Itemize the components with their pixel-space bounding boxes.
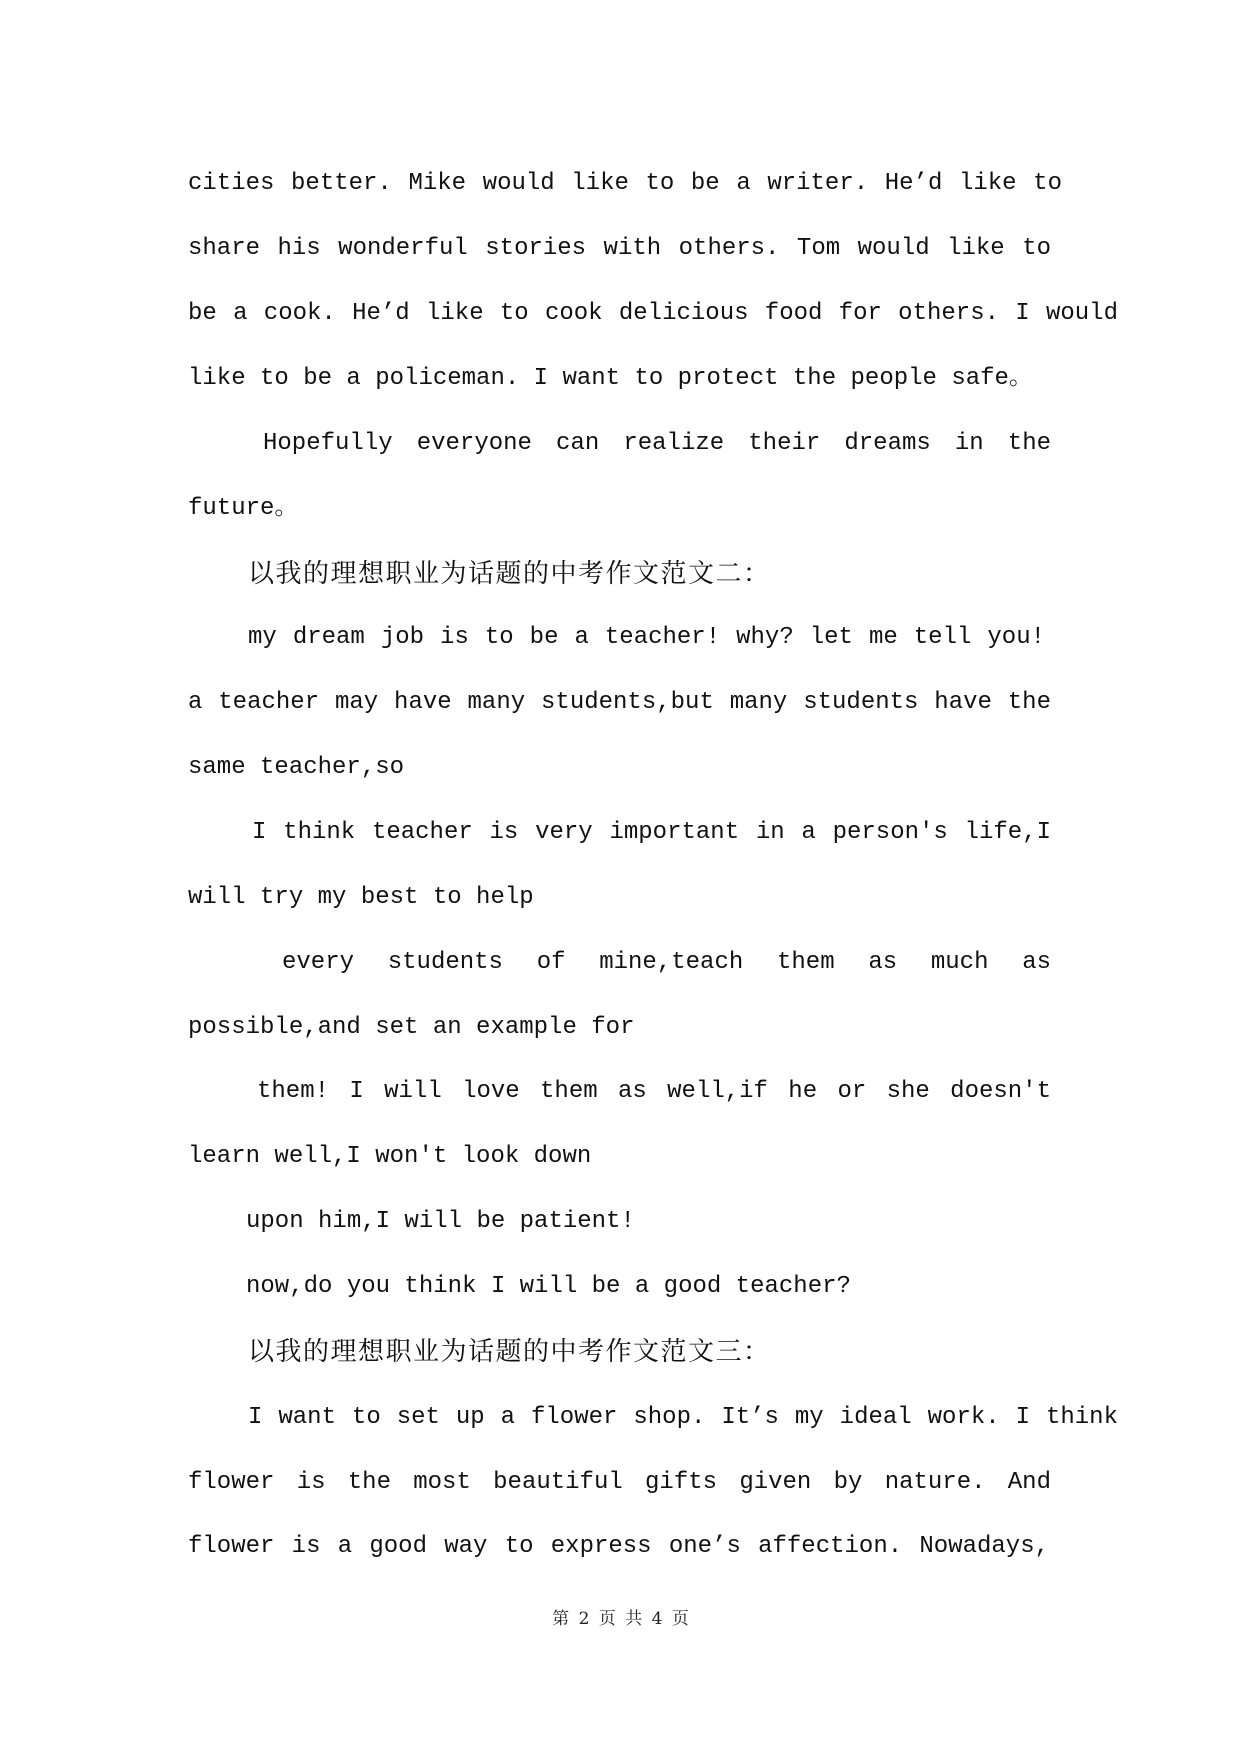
text-line: them! I will love them as well,if he or she doesn't — [257, 1078, 1051, 1105]
text-line: I want to set up a flower shop. It’s my ideal work. I think — [248, 1404, 1118, 1431]
text-line: now,do you think I will be a good teacher? — [246, 1273, 851, 1300]
text-line: like to be a policeman. I want to protect the people safe。 — [188, 365, 1033, 392]
text-line: every students of mine,teach them as much as — [282, 949, 1051, 976]
text-line: learn well,I won't look down — [188, 1143, 592, 1170]
text-line: Hopefully everyone can realize their dreams in the — [263, 430, 1051, 457]
text-line: cities better. Mike would like to be a writer. He’d like to — [188, 170, 1062, 197]
section-heading: 以我的理想职业为话题的中考作文范文三： — [248, 1337, 771, 1367]
text-line: be a cook. He’d like to cook delicious food for others. I would — [188, 300, 1118, 327]
section-heading: 以我的理想职业为话题的中考作文范文二： — [248, 559, 771, 589]
text-line: my dream job is to be a teacher! why? let me tell you! — [248, 624, 1045, 651]
text-line: flower is a good way to express one’s affection. Nowadays, — [188, 1533, 1049, 1560]
text-line: share his wonderful stories with others. Tom would like to — [188, 235, 1051, 262]
text-line: I think teacher is very important in a person's life,I — [252, 819, 1051, 846]
text-line: same teacher,so — [188, 754, 405, 781]
page-number-footer: 第 2 页 共 4 页 — [552, 1609, 689, 1629]
text-line: flower is the most beautiful gifts given by nature. And — [188, 1469, 1051, 1496]
text-line: a teacher may have many students,but many students have the — [188, 689, 1051, 716]
text-line: possible,and set an example for — [188, 1014, 635, 1041]
text-line: upon him,I will be patient! — [246, 1208, 635, 1235]
text-line: will try my best to help — [188, 884, 534, 911]
text-line: future。 — [188, 495, 299, 522]
